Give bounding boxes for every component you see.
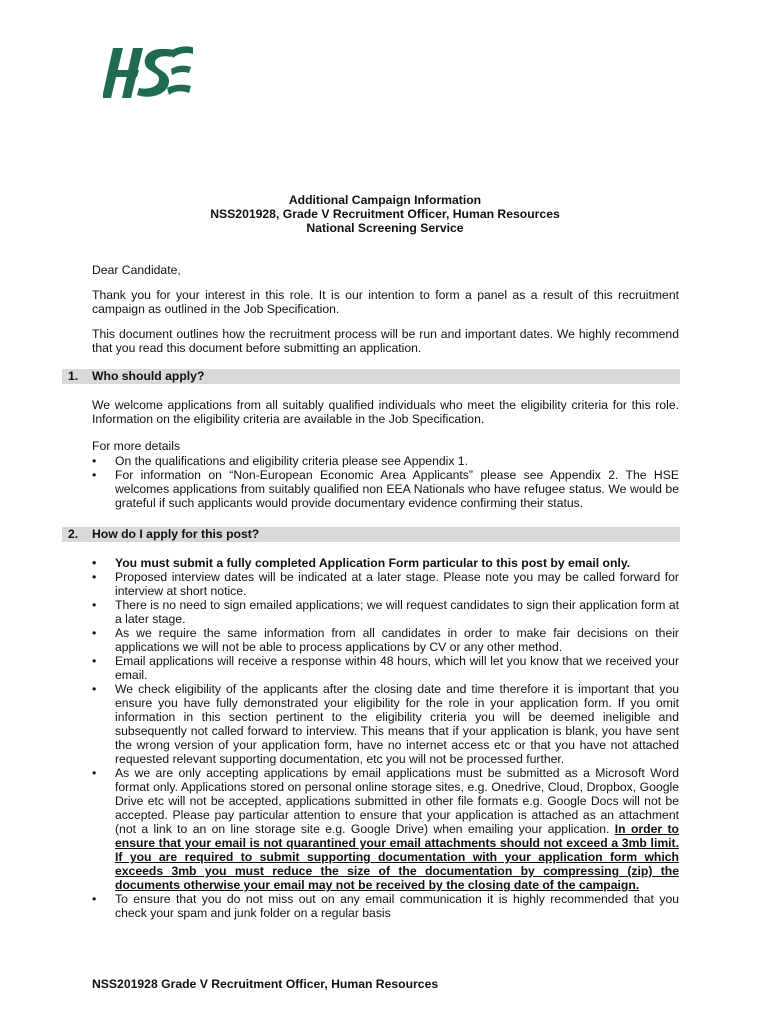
section-2-header xyxy=(62,527,680,542)
section-1-paragraph: We welcome applications from all suitably qualified individuals who meet the eligibility criteria for this role. Information on the eligibility criteria are available in the Job Specification. xyxy=(92,398,679,426)
list-item: • On the qualifications and eligibility criteria please see Appendix 1. xyxy=(92,454,679,468)
list-item: • To ensure that you do not miss out on any email communication it is highly recommended that you check your spam and junk folder on a regular basis xyxy=(92,892,679,920)
document-title: Additional Campaign Information xyxy=(288,193,482,207)
list-item: • As we require the same information from all candidates in order to make fair decisions on their applications we will not be able to process applications by CV or any other method. xyxy=(92,626,679,654)
section-1-bullet-list xyxy=(92,454,679,510)
section-1-more-details: For more details xyxy=(92,439,181,453)
intro-paragraph-1: Thank you for your interest in this role. It is our intention to form a panel as a result of this recruitment campaign as outlined in the Job Specification. xyxy=(92,288,679,316)
hse-logo xyxy=(103,40,193,102)
list-item: • Proposed interview dates will be indicated at a later stage. Please note you may be called forward for interview at short notice. xyxy=(92,570,679,598)
section-2-title: How do I apply for this post? xyxy=(92,527,260,541)
list-item: • For information on “Non-European Economic Area Applicants” please see Appendix 2. The HSE welcomes applications from suitably qualified non EEA Nationals who have refugee status. We would be grateful if such applicants would provide documentary evidence confirming their status. xyxy=(92,468,679,510)
section-1-number: 1. xyxy=(68,369,79,383)
section-2-number: 2. xyxy=(68,527,79,541)
section-2-bullet-list xyxy=(92,556,679,920)
page-footer: NSS201928 Grade V Recruitment Officer, Human Resources xyxy=(92,977,439,991)
document-subtitle: NSS201928, Grade V Recruitment Officer, Human Resources xyxy=(210,207,560,221)
attachment-instructions: As we are only accepting applications by email applications must be submitted as a Microsoft Word format only. Applications stored on personal online storage sites, e.g. Onedrive, Cloud, Dropbox, Google Drive etc will not be accepted, applications submitted in other file formats e.g. Google Docs will not be accepted. Please pay particular attention to ensure that your application is attached as an attachment (not a link to an on line storage site e.g. Google Drive) when emailing your application. xyxy=(115,766,679,836)
greeting: Dear Candidate, xyxy=(92,263,181,277)
section-1-title: Who should apply? xyxy=(92,369,205,383)
list-item: • We check eligibility of the applicants after the closing date and time therefore it is important that you ensure you have fully demonstrated your eligibility for the role in your application form. If you omit information in this section pertinent to the eligibility criteria you will be deemed ineligible and subsequently not called forward to interview. This means that if your application is blank, you have sent the wrong version of your application form, have no internet access etc or that you have not attached requested relevant supporting documentation, etc you will not be processed further. xyxy=(92,682,679,766)
intro-paragraph-2: This document outlines how the recruitment process will be run and important dates. We highly recommend that you read this document before submitting an application. xyxy=(92,327,679,355)
list-item xyxy=(92,766,679,892)
document-organisation: National Screening Service xyxy=(306,221,464,235)
list-item: • There is no need to sign emailed applications; we will request candidates to sign their application form at a later stage. xyxy=(92,598,679,626)
section-1-header xyxy=(62,369,680,384)
attachment-size-warning: In order to ensure that your email is not quarantined your email attachments should not exceed a 3mb limit. If you are required to submit supporting documentation with your application form which exceeds 3mb you must reduce the size of the documentation by compressing (zip) the documents otherwise your email may not be received by the closing date of the campaign. xyxy=(115,822,679,892)
list-item: • You must submit a fully completed Application Form particular to this post by email only. xyxy=(92,556,679,570)
list-item: • Email applications will receive a response within 48 hours, which will let you know that we received your email. xyxy=(92,654,679,682)
